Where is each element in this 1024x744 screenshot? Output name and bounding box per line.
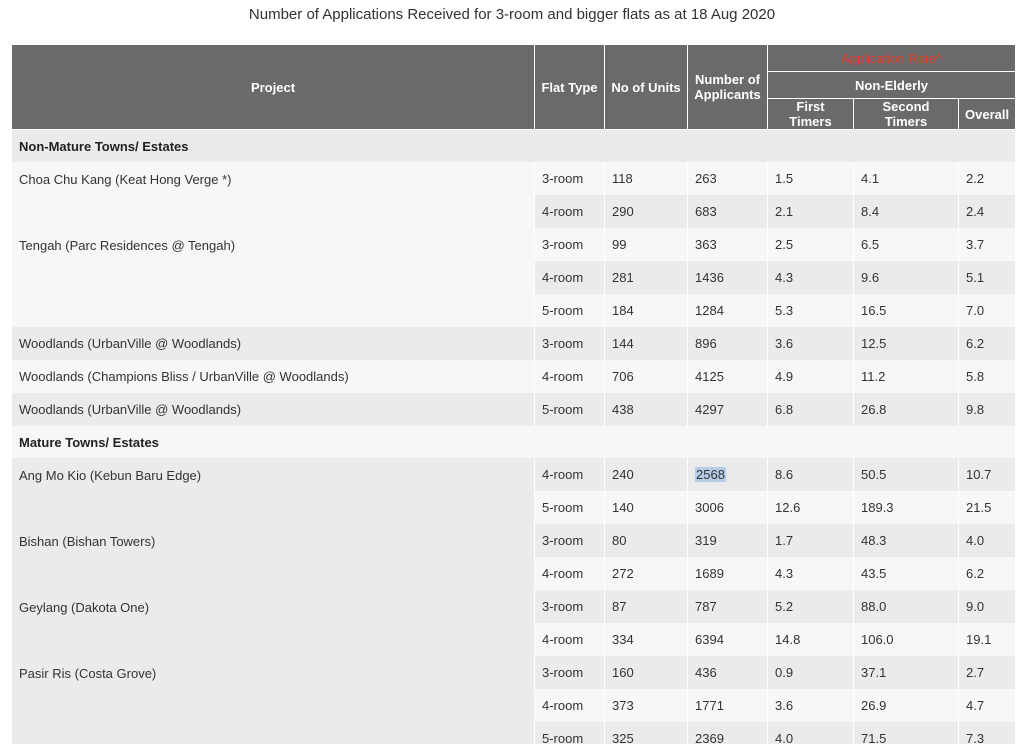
overall-cell: 21.5	[959, 491, 1016, 524]
table-row	[12, 327, 1016, 360]
first-timers-cell: 4.9	[768, 360, 854, 393]
section-label: Mature Towns/ Estates	[12, 426, 1016, 458]
second-timers-cell: 6.5	[854, 228, 959, 261]
overall-cell: 7.3	[959, 722, 1016, 744]
page-title: Number of Applications Received for 3-room and bigger flats as at 18 Aug 2020	[248, 6, 776, 23]
units-cell: 140	[605, 491, 688, 524]
applications-table-container[interactable]	[11, 44, 1015, 744]
overall-cell: 7.0	[959, 294, 1016, 327]
section-row-non-mature	[12, 130, 1016, 163]
section-label: Non-Mature Towns/ Estates	[12, 130, 1016, 163]
flat-type-cell: 3-room	[535, 162, 605, 195]
second-timers-cell: 43.5	[854, 557, 959, 590]
units-cell: 118	[605, 162, 688, 195]
first-timers-cell: 2.1	[768, 195, 854, 228]
first-timers-cell: 6.8	[768, 393, 854, 426]
second-timers-cell: 37.1	[854, 656, 959, 689]
applications-table	[11, 44, 1015, 744]
first-timers-cell: 0.9	[768, 656, 854, 689]
second-timers-cell: 88.0	[854, 590, 959, 623]
second-timers-cell: 11.2	[854, 360, 959, 393]
applicants-cell: 4297	[688, 393, 768, 426]
applicants-cell: 896	[688, 327, 768, 360]
flat-type-cell: 4-room	[535, 557, 605, 590]
project-name: Tengah (Parc Residences @ Tengah)	[12, 228, 535, 327]
header-overall: Overall	[959, 99, 1016, 130]
overall-cell: 6.2	[959, 327, 1016, 360]
first-timers-cell: 14.8	[768, 623, 854, 656]
table-row	[12, 393, 1016, 426]
applicants-cell: 4125	[688, 360, 768, 393]
flat-type-cell: 4-room	[535, 689, 605, 722]
applicants-cell: 1689	[688, 557, 768, 590]
overall-cell: 2.2	[959, 162, 1016, 195]
table-header	[12, 45, 1016, 130]
overall-cell: 9.0	[959, 590, 1016, 623]
second-timers-cell: 106.0	[854, 623, 959, 656]
first-timers-cell: 1.5	[768, 162, 854, 195]
applicants-cell: 6394	[688, 623, 768, 656]
units-cell: 438	[605, 393, 688, 426]
first-timers-cell: 4.3	[768, 557, 854, 590]
units-cell: 281	[605, 261, 688, 294]
flat-type-cell: 4-room	[535, 458, 605, 491]
second-timers-cell: 9.6	[854, 261, 959, 294]
header-first-timers: First Timers	[768, 99, 854, 130]
applicants-cell: 263	[688, 162, 768, 195]
section-row-mature	[12, 426, 1016, 458]
flat-type-cell: 5-room	[535, 294, 605, 327]
applicants-cell[interactable]	[688, 458, 768, 491]
flat-type-cell: 3-room	[535, 327, 605, 360]
second-timers-cell: 189.3	[854, 491, 959, 524]
flat-type-cell: 3-room	[535, 228, 605, 261]
applicants-cell: 683	[688, 195, 768, 228]
units-cell: 240	[605, 458, 688, 491]
table-row	[12, 590, 1016, 623]
project-name: Woodlands (Champions Bliss / UrbanVille @ Woodlands)	[12, 360, 535, 393]
units-cell: 325	[605, 722, 688, 744]
first-timers-cell: 4.3	[768, 261, 854, 294]
table-row	[12, 162, 1016, 195]
first-timers-cell: 3.6	[768, 327, 854, 360]
second-timers-cell: 26.9	[854, 689, 959, 722]
units-cell: 290	[605, 195, 688, 228]
header-project: Project	[12, 45, 535, 130]
second-timers-cell: 50.5	[854, 458, 959, 491]
flat-type-cell: 4-room	[535, 195, 605, 228]
units-cell: 80	[605, 524, 688, 557]
units-cell: 99	[605, 228, 688, 261]
overall-cell: 3.7	[959, 228, 1016, 261]
overall-cell: 2.7	[959, 656, 1016, 689]
project-name: Bishan (Bishan Towers)	[12, 524, 535, 590]
first-timers-cell: 5.2	[768, 590, 854, 623]
first-timers-cell: 2.5	[768, 228, 854, 261]
table-row	[12, 656, 1016, 689]
flat-type-cell: 4-room	[535, 261, 605, 294]
first-timers-cell: 5.3	[768, 294, 854, 327]
overall-cell: 4.7	[959, 689, 1016, 722]
table-row	[12, 458, 1016, 491]
project-name: Geylang (Dakota One)	[12, 590, 535, 656]
overall-cell: 4.0	[959, 524, 1016, 557]
second-timers-cell: 71.5	[854, 722, 959, 744]
units-cell: 272	[605, 557, 688, 590]
first-timers-cell: 3.6	[768, 689, 854, 722]
overall-cell: 19.1	[959, 623, 1016, 656]
applicants-cell: 1284	[688, 294, 768, 327]
overall-cell: 6.2	[959, 557, 1016, 590]
applicants-cell: 319	[688, 524, 768, 557]
applicants-cell: 787	[688, 590, 768, 623]
header-no-of-units: No of Units	[605, 45, 688, 130]
units-cell: 184	[605, 294, 688, 327]
selected-text-highlight[interactable]: 2568	[696, 467, 725, 482]
first-timers-cell: 1.7	[768, 524, 854, 557]
overall-cell: 9.8	[959, 393, 1016, 426]
units-cell: 160	[605, 656, 688, 689]
applicants-cell: 3006	[688, 491, 768, 524]
applicants-cell: 1771	[688, 689, 768, 722]
applicants-cell: 363	[688, 228, 768, 261]
project-name: Ang Mo Kio (Kebun Baru Edge)	[12, 458, 535, 524]
header-application-rate: Application Rate^	[768, 45, 1016, 72]
flat-type-cell: 4-room	[535, 360, 605, 393]
project-name: Pasir Ris (Costa Grove)	[12, 656, 535, 744]
units-cell: 706	[605, 360, 688, 393]
applicants-cell: 2369	[688, 722, 768, 744]
second-timers-cell: 8.4	[854, 195, 959, 228]
flat-type-cell: 5-room	[535, 393, 605, 426]
second-timers-cell: 4.1	[854, 162, 959, 195]
project-name: Woodlands (UrbanVille @ Woodlands)	[12, 327, 535, 360]
applicants-cell: 1436	[688, 261, 768, 294]
first-timers-cell: 12.6	[768, 491, 854, 524]
units-cell: 334	[605, 623, 688, 656]
first-timers-cell: 4.0	[768, 722, 854, 744]
table-row	[12, 228, 1016, 261]
units-cell: 144	[605, 327, 688, 360]
header-non-elderly: Non-Elderly	[768, 72, 1016, 99]
first-timers-cell: 8.6	[768, 458, 854, 491]
project-name: Choa Chu Kang (Keat Hong Verge *)	[12, 162, 535, 228]
flat-type-cell: 3-room	[535, 656, 605, 689]
overall-cell: 2.4	[959, 195, 1016, 228]
header-number-of-applicants: Number of Applicants	[688, 45, 768, 130]
second-timers-cell: 12.5	[854, 327, 959, 360]
units-cell: 373	[605, 689, 688, 722]
overall-cell: 10.7	[959, 458, 1016, 491]
flat-type-cell: 5-room	[535, 722, 605, 744]
table-row	[12, 360, 1016, 393]
second-timers-cell: 16.5	[854, 294, 959, 327]
header-second-timers: Second Timers	[854, 99, 959, 130]
overall-cell: 5.8	[959, 360, 1016, 393]
units-cell: 87	[605, 590, 688, 623]
flat-type-cell: 4-room	[535, 623, 605, 656]
project-name: Woodlands (UrbanVille @ Woodlands)	[12, 393, 535, 426]
flat-type-cell: 5-room	[535, 491, 605, 524]
overall-cell: 5.1	[959, 261, 1016, 294]
flat-type-cell: 3-room	[535, 524, 605, 557]
second-timers-cell: 48.3	[854, 524, 959, 557]
header-flat-type: Flat Type	[535, 45, 605, 130]
table-row	[12, 524, 1016, 557]
second-timers-cell: 26.8	[854, 393, 959, 426]
applicants-cell: 436	[688, 656, 768, 689]
table-body	[12, 130, 1016, 744]
flat-type-cell: 3-room	[535, 590, 605, 623]
